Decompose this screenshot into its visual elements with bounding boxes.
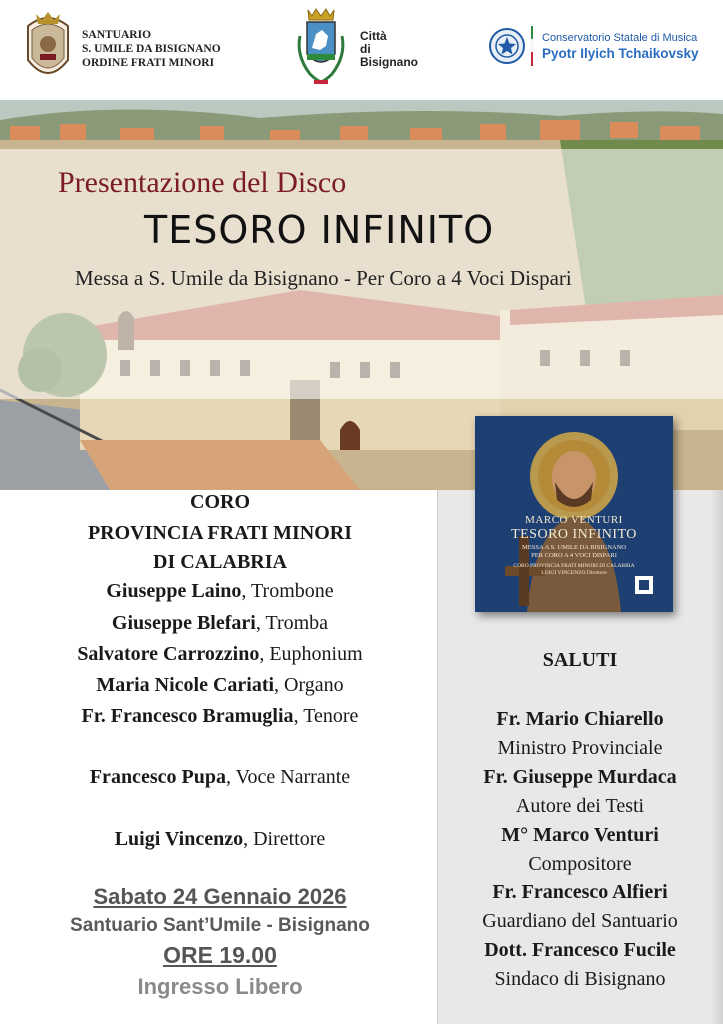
saluti-person-role: Autore dei Testi xyxy=(515,795,645,817)
coro-heading-1: CORO xyxy=(190,491,250,513)
performer-name: Fr. Francesco Bramuglia xyxy=(81,705,294,727)
performer-name: Luigi Vincenzo xyxy=(114,828,244,850)
saluti-person-name: Fr. Francesco Alfieri xyxy=(492,881,668,903)
performer-line xyxy=(0,766,440,789)
header xyxy=(0,0,723,100)
santuario-crest-icon xyxy=(22,8,74,90)
conservatorio-line-2: Pyotr Ilyich Tchaikovsky xyxy=(542,46,699,61)
cd-cover xyxy=(475,416,673,612)
santuario-line-1: SANTUARIO xyxy=(82,29,152,41)
album-title: TESORO INFINITO xyxy=(144,208,495,252)
saluti-heading: SALUTI xyxy=(542,649,618,671)
performer-name: Salvatore Carrozzino xyxy=(77,643,260,665)
coro-heading-3: DI CALABRIA xyxy=(153,551,287,573)
citta-line-2: di xyxy=(360,41,371,56)
album-subtitle: Messa a S. Umile da Bisignano - Per Coro a 4 Voci Dispari xyxy=(75,266,572,290)
cd-author: MARCO VENTURI xyxy=(525,514,623,526)
saluti-person-name: Dott. Francesco Fucile xyxy=(484,939,676,961)
cd-subtitle-2: PER CORO A 4 VOCI DISPARI xyxy=(531,552,617,559)
citta-text xyxy=(360,30,418,69)
saluti-person-role: Ministro Provinciale xyxy=(497,737,663,759)
cd-title: TESORO INFINITO xyxy=(511,527,637,542)
event-time: ORE 19.00 xyxy=(163,942,277,968)
performer-role: , Tromba xyxy=(255,612,329,634)
conservatorio-logo-block xyxy=(488,26,699,66)
performer-line xyxy=(0,580,440,603)
cd-subtitle-1: MESSA A S. UMILE DA BISIGNANO xyxy=(521,544,627,551)
conservatorio-line-1: Conservatorio Statale di Musica xyxy=(542,32,698,44)
presentation-heading: Presentazione del Disco xyxy=(58,166,347,199)
performer-role: , Direttore xyxy=(243,828,326,850)
citta-logo-block xyxy=(292,6,418,92)
saluti-person-name: M° Marco Venturi xyxy=(501,824,659,846)
saluti-person-role: Sindaco di Bisignano xyxy=(494,968,666,990)
coro-heading-2: PROVINCIA FRATI MINORI xyxy=(87,522,353,544)
santuario-line-3: ORDINE FRATI MINORI xyxy=(82,57,215,69)
conservatorio-text xyxy=(542,31,699,61)
event-entry: Ingresso Libero xyxy=(137,974,303,999)
citta-coat-of-arms-icon xyxy=(292,6,350,92)
performer-role: , Euphonium xyxy=(259,643,363,665)
cd-subtitle-4: LUIGI VINCENZO Direttore xyxy=(541,570,607,576)
event-date: Sabato 24 Gennaio 2026 xyxy=(93,884,347,909)
saluti-person-role: Guardiano del Santuario xyxy=(482,910,678,932)
citta-line-1: Città xyxy=(360,28,387,43)
performer-line xyxy=(0,612,440,635)
cd-subtitle-3: CORO PROVINCIA FRATI MINORI DI CALABRIA xyxy=(513,563,635,569)
performer-line xyxy=(0,674,440,697)
performer-line xyxy=(0,828,440,851)
event-place: Santuario Sant’Umile - Bisignano xyxy=(70,915,370,936)
tricolor-stripe-icon xyxy=(530,26,536,66)
performer-line xyxy=(0,705,440,728)
performer-role: , Organo xyxy=(274,674,344,696)
performer-line xyxy=(0,643,440,666)
performer-name: Giuseppe Blefari xyxy=(111,612,256,634)
saluti-person-name: Fr. Giuseppe Murdaca xyxy=(483,766,677,788)
performer-role: , Trombone xyxy=(241,580,334,602)
saluti-person-role: Compositore xyxy=(528,853,632,875)
performer-role: , Voce Narrante xyxy=(225,766,351,788)
republic-emblem-icon xyxy=(488,27,526,65)
performer-name: Maria Nicole Cariati xyxy=(96,674,275,696)
santuario-text xyxy=(82,28,221,70)
performer-name: Francesco Pupa xyxy=(89,766,226,788)
citta-line-3: Bisignano xyxy=(360,54,419,69)
santuario-logo-block xyxy=(22,8,221,90)
santuario-line-2: S. UMILE DA BISIGNANO xyxy=(82,43,221,55)
performer-name: Giuseppe Laino xyxy=(106,580,242,602)
saluti-person-name: Fr. Mario Chiarello xyxy=(496,708,664,730)
performer-role: , Tenore xyxy=(293,705,359,727)
